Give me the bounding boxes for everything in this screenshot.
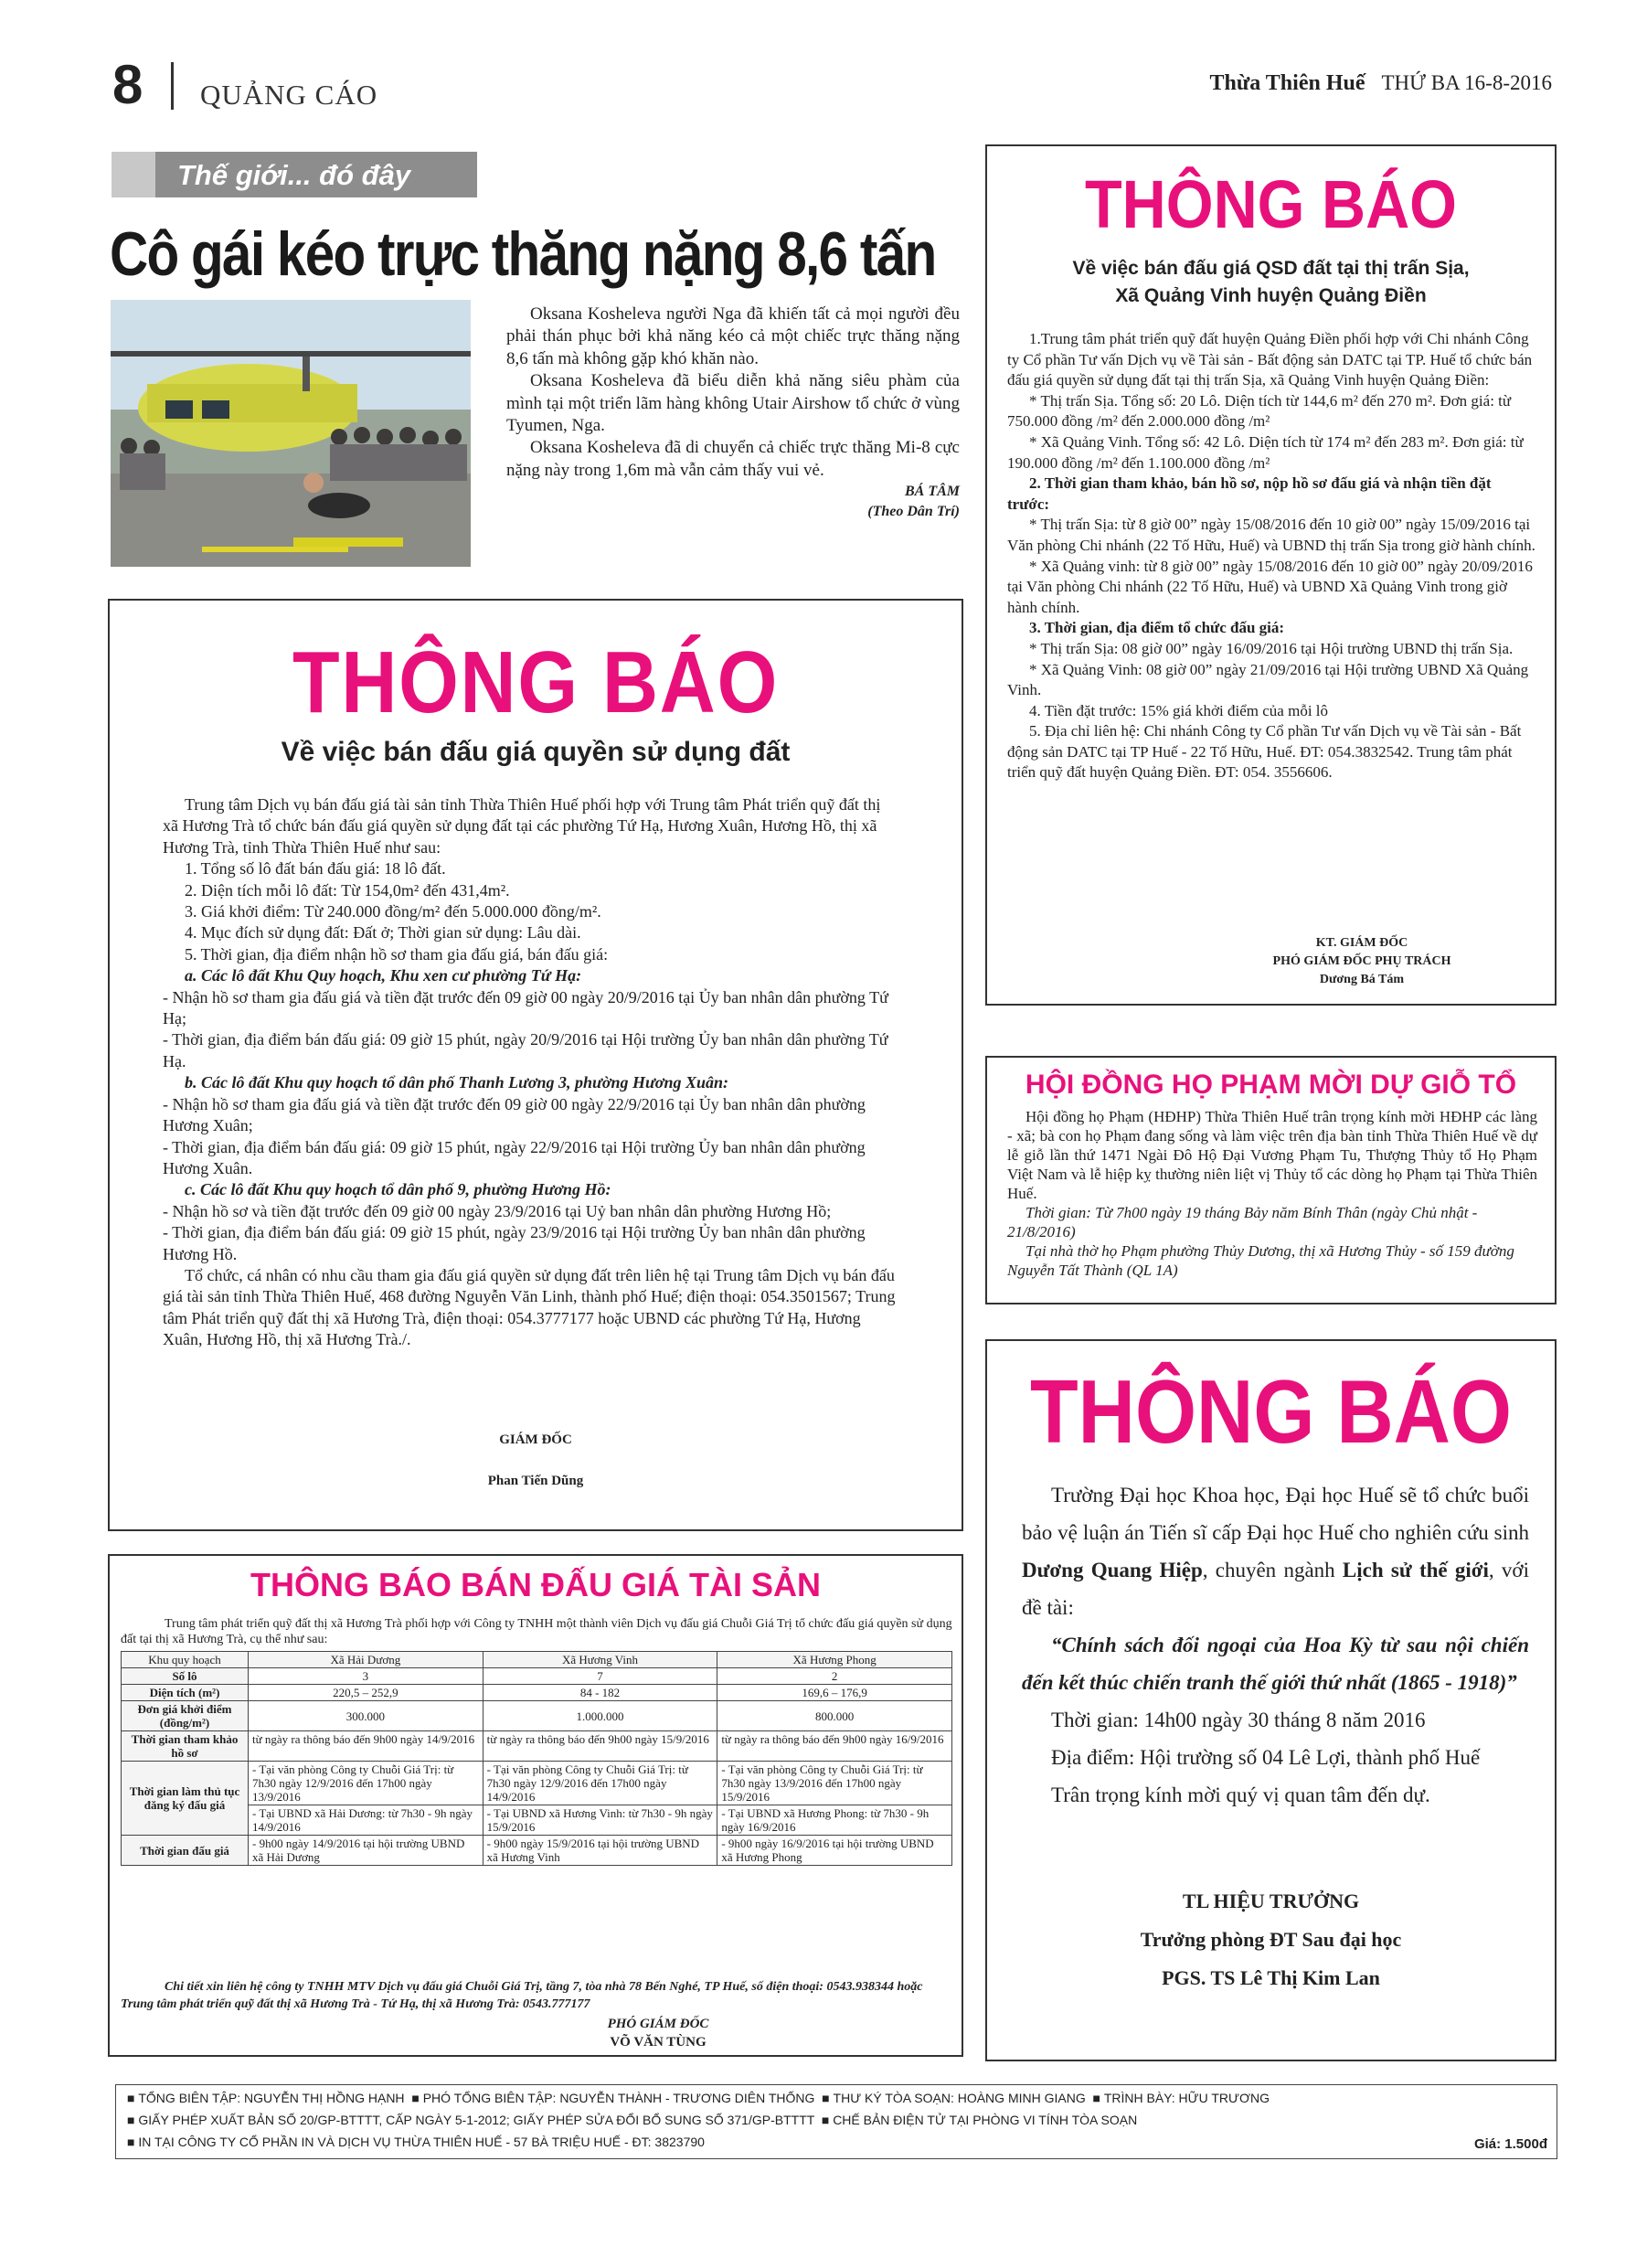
table-cell: 300.000: [249, 1701, 483, 1731]
qsd-line: * Xã Quảng Vinh: 08 giờ 00” ngày 21/09/2016 tại Hội trường UBND Xã Quảng Vinh.: [1007, 660, 1529, 699]
table-cell: - 9h00 ngày 15/9/2016 tại hội trường UBND xã Hương Vinh: [483, 1836, 717, 1866]
thesis-topic: “Chính sách đối ngoại của Hoa Kỳ từ sau nội chiến đến kết thúc chiến tranh thế giới thứ nhất (1865 - 1918)”: [1022, 1634, 1529, 1694]
table-header: Xã Hương Phong: [717, 1652, 952, 1668]
land-line: a. Các lô đất Khu Quy hoạch, Khu xen cư phường Tứ Hạ:: [185, 966, 582, 985]
land-line: c. Các lô đất Khu quy hoạch tổ dân phố 9, phường Hương Hồ:: [185, 1180, 611, 1199]
story-source: (Theo Dân Trí): [867, 504, 960, 520]
table-header-row: [122, 1652, 952, 1668]
story-paragraph: Oksana Kosheleva người Nga đã khiến tất cả mọi người đều phải thán phục bởi khả năng kéo cả một chiếc trực thăng nặng 8,6 tấn mà không gặp khó khăn nào.: [506, 304, 960, 368]
clan-body: Hội đồng họ Phạm (HĐHP) Thừa Thiên Huế trân trọng kính mời HĐHP các làng - xã; bà con họ Phạm đang sống và làm việc trên địa bàn tỉnh Thừa Thiên Huế về dự lễ giỗ lần thứ 1471 Ngài Đô Hộ Đại Vương Phạm Tu, Thượng Thủy tổ Họ Phạm Việt Nam và lễ hiệp kỵ thường niên liệt vị Thủy tổ các dòng họ Phạm tại Thừa Thiên Huế.: [1007, 1108, 1537, 1202]
qsd-line: 1.Trung tâm phát triển quỹ đất huyện Quảng Điền phối hợp với Chi nhánh Công ty Cổ phần Tư vấn Dịch vụ về Tài sản - Bất động sản DATC tại TP. Huế tổ chức bán đấu giá quyền sử dụng đất tại thị trấn Sịa, xã Quảng Vinh huyện Quảng Điền:: [1007, 330, 1533, 389]
footer-deputy: PHÓ TỔNG BIÊN TẬP: NGUYỄN THÀNH - TRƯƠNG DIÊN THỐNG: [422, 2091, 815, 2105]
land-line: Trung tâm Dịch vụ bán đấu giá tài sản tỉnh Thừa Thiên Huế phối hợp với Trung tâm Phát triển quỹ đất thị xã Hương Trà tổ chức bán đấu giá quyền sử dụng đất tại các phường Tứ Hạ, Hương Xuân, Hương Hồ, thị xã Hương Trà, tỉnh Thừa Thiên Huế như sau:: [163, 795, 881, 857]
asset-sign-2: VÕ VĂN TÙNG: [610, 2035, 707, 2050]
table-cell: - Tại văn phòng Công ty Chuỗi Giá Trị: từ 7h30 ngày 13/9/2016 đến 17h00 ngày 15/9/2016: [717, 1762, 952, 1805]
notice-qsd-body: [1007, 329, 1535, 783]
table-row: [122, 1762, 952, 1805]
footer-line-2: ■ GIẤY PHÉP XUẤT BẢN SỐ 20/GP-BTTTT, CẤP NGÀY 5-1-2012; GIẤY PHÉP SỬA ĐỔI BỔ SUNG SỐ 371/GP-BTTTT ■ CHẾ BẢN ĐIỆN TỬ TẠI PHÒNG VI TÍNH TÒA SOẠN: [127, 2113, 1138, 2127]
section-title: QUẢNG CÁO: [200, 79, 378, 111]
table-cell: 3: [249, 1668, 483, 1685]
kicker-text: Thế giới... đó đây: [177, 159, 411, 191]
thesis-sign-3: PGS. TS Lê Thị Kim Lan: [1162, 1966, 1380, 1989]
table-cell: - Tại UBND xã Hương Phong: từ 7h30 - 9h ngày 16/9/2016: [717, 1805, 952, 1836]
footer-typeset: CHẾ BẢN ĐIỆN TỬ TẠI PHÒNG VI TÍNH TÒA SOẠN: [833, 2113, 1138, 2127]
qsd-line: * Thị trấn Sịa: từ 8 giờ 00” ngày 15/08/2016 đến 10 giờ 00” ngày 15/09/2016 tại Văn phòng Chi nhánh (22 Tố Hữu, Huế) và UBND thị trấn Sịa trong giờ hành chính.: [1007, 516, 1535, 554]
row-label: Đơn giá khởi điểm (đồng/m²): [122, 1701, 249, 1731]
land-line: - Thời gian, địa điểm bán đấu giá: 09 giờ 15 phút, ngày 22/9/2016 tại Hội trường Ủy ban nhân dân phường Hương Xuân.: [163, 1137, 866, 1177]
asset-intro: Trung tâm phát triển quỹ đất thị xã Hương Trà phối hợp với Công ty TNHH một thành viên Dịch vụ đấu giá Chuỗi Giá Trị tổ chức đấu giá quyền sử dụng đất tại thị xã Hương Trà, cụ thể như sau:: [121, 1617, 952, 1646]
story-paragraph: Oksana Kosheleva đã biểu diễn khả năng siêu phàm của mình tại một triển lãm hàng không Utair Airshow tổ chức ở vùng Tyumen, Nga.: [506, 371, 960, 436]
table-cell: 7: [483, 1668, 717, 1685]
notice-asset-title: THÔNG BÁO BÁN ĐẤU GIÁ TÀI SẢN: [250, 1566, 821, 1603]
row-label: Thời gian đấu giá: [122, 1836, 249, 1866]
qsd-sign-3: Dương Bá Tám: [1319, 973, 1405, 986]
table-row: [122, 1836, 952, 1866]
thesis-sign-2: Trưởng phòng ĐT Sau đại học: [1140, 1928, 1402, 1951]
land-line: 1. Tổng số lô đất bán đấu giá: 18 lô đất.: [185, 859, 446, 878]
paper-name: Thừa Thiên Huế: [1209, 71, 1365, 95]
land-line: - Nhận hồ sơ tham gia đấu giá và tiền đặt trước đến 09 giờ 00 ngày 22/9/2016 tại Ủy ban nhân dân phường Hương Xuân;: [163, 1094, 866, 1135]
table-cell: - Tại UBND xã Hương Vinh: từ 7h30 - 9h ngày 15/9/2016: [483, 1805, 717, 1836]
table-cell: - 9h00 ngày 14/9/2016 tại hội trường UBND xã Hải Dương: [249, 1836, 483, 1866]
qsd-line: * Xã Quảng vinh: từ 8 giờ 00” ngày 15/08/2016 đến 10 giờ 00” ngày 20/09/2016 tại Văn phòng Chi nhánh (22 Tố Hữu, Huế) và UBND Xã Quảng Vinh trong giờ hành chính.: [1007, 557, 1533, 616]
table-row: [122, 1685, 952, 1701]
qsd-line: 2. Thời gian tham khảo, bán hồ sơ, nộp hồ sơ đấu giá và nhận tiền đặt trước:: [1007, 474, 1492, 513]
footer-line-1: ■ TỔNG BIÊN TẬP: NGUYỄN THỊ HỒNG HẠNH ■ PHÓ TỔNG BIÊN TẬP: NGUYỄN THÀNH - TRƯƠNG DIÊN THỐNG ■ THƯ KÝ TÒA SOẠN: HOÀNG MINH GIANG ■ TRÌNH BÀY: HỮU TRƯƠNG: [127, 2091, 1270, 2105]
table-row: [122, 1731, 952, 1762]
story-headline: Cô gái kéo trực thăng nặng 8,6 tấn: [110, 219, 936, 289]
asset-sign-1: PHÓ GIÁM ĐỐC: [607, 2017, 709, 2031]
notice-land-subtitle: Về việc bán đấu giá quyền sử dụng đất: [281, 737, 791, 767]
page-header: [112, 54, 1552, 115]
helicopter-photo: [111, 300, 471, 567]
notice-clan-box: [985, 1056, 1557, 1304]
asset-table: [121, 1651, 952, 1866]
land-line: - Nhận hồ sơ và tiền đặt trước đến 09 giờ 00 ngày 23/9/2016 tại Uỷ ban nhân dân phường Hương Hồ;: [163, 1201, 832, 1220]
table-cell: - Tại văn phòng Công ty Chuỗi Giá Trị: từ 7h30 ngày 12/9/2016 đến 17h00 ngày 14/9/2016: [483, 1762, 717, 1805]
qsd-sign-2: PHÓ GIÁM ĐỐC PHỤ TRÁCH: [1272, 954, 1451, 968]
qsd-line: 3. Thời gian, địa điểm tổ chức đấu giá:: [1029, 619, 1285, 637]
qsd-line: * Xã Quảng Vinh. Tổng số: 42 Lô. Diện tích từ 174 m² đến 283 m². Đơn giá: từ 190.000 đồng /m² đến 1.100.000 đồng /m²: [1007, 432, 1524, 472]
notice-qsd-subtitle-1: Về việc bán đấu giá QSD đất tại thị trấn Sịa,: [1072, 258, 1470, 279]
qsd-line: 5. Địa chỉ liên hệ: Chi nhánh Công ty Cổ phần Tư vấn Dịch vụ về Tài sản - Bất động sản DATC tại TP Huế - 22 Tố Hữu, Huế. ĐT: 054.3832542. Trung tâm phát triển quỹ đất huyện Quảng Điền. ĐT: 054. 3556606.: [1007, 722, 1522, 782]
thesis-student: Dương Quang Hiệp: [1022, 1559, 1203, 1581]
land-signer-title: GIÁM ĐỐC: [499, 1432, 572, 1447]
story-paragraph: Oksana Kosheleva đã di chuyển cả chiếc trực thăng Mi-8 cực nặng này trong 1,6m mà vẫn cảm thấy vui vẻ.: [506, 438, 960, 480]
notice-thesis-title: THÔNG BÁO: [1029, 1361, 1513, 1462]
thesis-time: Thời gian: 14h00 ngày 30 tháng 8 năm 2016: [1051, 1709, 1426, 1731]
table-row: [122, 1668, 952, 1685]
notice-asset-box: [108, 1554, 963, 2057]
footer-line-3: ■ IN TẠI CÔNG TY CỔ PHẦN IN VÀ DỊCH VỤ THỪA THIÊN HUẾ - 57 BÀ TRIỆU HUẾ - ĐT: 3823790: [127, 2135, 705, 2149]
asset-contact: Chi tiết xin liên hệ công ty TNHH MTV Dịch vụ đấu giá Chuỗi Giá Trị, tầng 7, tòa nhà 78 Bến Nghé, TP Huế, số điện thoại: 0543.938344 hoặc Trung tâm phát triển quỹ đất thị xã Hương Trà - Tứ Hạ, thị xã Hương Trà: 0543.777177: [121, 1980, 923, 2011]
table-row: [122, 1701, 952, 1731]
clan-place: Tại nhà thờ họ Phạm phường Thủy Dương, thị xã Hương Thủy - số 159 đường Nguyễn Tất Thành (QL 1A): [1007, 1242, 1514, 1279]
notice-land-body: [163, 794, 899, 1351]
table-cell: 169,6 – 176,9: [717, 1685, 952, 1701]
thesis-body: [1022, 1476, 1529, 1814]
footer-layout: TRÌNH BÀY: HỮU TRƯƠNG: [1103, 2091, 1270, 2105]
table-header: Xã Hải Dương: [249, 1652, 483, 1668]
table-cell: từ ngày ra thông báo đến 9h00 ngày 16/9/2016: [717, 1731, 952, 1762]
asset-table-wrap: [121, 1651, 952, 1866]
thesis-sign-1: TL HIỆU TRƯỞNG: [1182, 1890, 1360, 1912]
clan-time: Thời gian: Từ 7h00 ngày 19 tháng Bảy năm Bính Thân (ngày Chủ nhật - 21/8/2016): [1007, 1204, 1478, 1240]
land-line: 4. Mục đích sử dụng đất: Đất ở; Thời gian sử dụng: Lâu dài.: [185, 923, 581, 942]
land-line: 2. Diện tích mỗi lô đất: Từ 154,0m² đến 431,4m².: [185, 880, 510, 900]
qsd-line: * Thị trấn Sịa: 08 giờ 00” ngày 16/09/2016 tại Hội trường UBND thị trấn Sịa.: [1029, 639, 1514, 657]
notice-qsd-subtitle-2: Xã Quảng Vinh huyện Quảng Điền: [1115, 285, 1427, 306]
footer-license: GIẤY PHÉP XUẤT BẢN SỐ 20/GP-BTTTT, CẤP NGÀY 5-1-2012; GIẤY PHÉP SỬA ĐỔI BỔ SUNG SỐ 371/GP-BTTTT: [138, 2113, 815, 2127]
story-author: BÁ TÂM: [904, 484, 960, 500]
notice-land-title: THÔNG BÁO: [292, 634, 780, 731]
world-kicker: [112, 152, 477, 197]
table-cell: - Tại văn phòng Công ty Chuỗi Giá Trị: từ 7h30 ngày 12/9/2016 đến 17h00 ngày 13/9/2016: [249, 1762, 483, 1805]
land-line: 3. Giá khởi điểm: Từ 240.000 đồng/m² đến 5.000.000 đồng/m².: [185, 902, 601, 921]
qsd-line: * Thị trấn Sịa. Tổng số: 20 Lô. Diện tích từ 144,6 m² đến 270 m². Đơn giá: từ 750.000 đồng /m² đến 2.000.000 đồng /m²: [1007, 391, 1512, 431]
row-label: Thời gian tham khảo hồ sơ: [122, 1731, 249, 1762]
land-line: Tổ chức, cá nhân có nhu cầu tham gia đấu giá quyền sử dụng đất trên liên hệ tại Trung tâm Dịch vụ bán đấu giá tài sản tỉnh Thừa Thiên Huế, 468 đường Nguyễn Văn Linh, thành phố Huế; điện thoại: 054.3501567; Trung tâm Phát triển quỹ đất thị xã Hương Trà, điện thoại: 054.3777177 hoặc UBND các phường Tứ Hạ, Hương Xuân, Hương Hồ, thị xã Hương Trà./.: [163, 1265, 896, 1349]
notice-clan-title: HỘI ĐỒNG HỌ PHẠM MỜI DỰ GIỖ TỔ: [1025, 1070, 1517, 1100]
table-cell: 2: [717, 1668, 952, 1685]
thesis-intro: Trường Đại học Khoa học, Đại học Huế sẽ tổ chức buổi bảo vệ luận án Tiến sĩ cấp Đại học Huế cho nghiên cứu sinh Dương Quang Hiệp, chuyên ngành Lịch sử thế giới, với đề tài:: [1022, 1484, 1529, 1619]
land-line: - Thời gian, địa điểm bán đấu giá: 09 giờ 15 phút, ngày 20/9/2016 tại Hội trường Ủy ban nhân dân phường Tứ Hạ.: [163, 1030, 888, 1070]
page-number: 8: [112, 54, 143, 115]
row-label: Thời gian làm thủ tục đăng ký đấu giá: [122, 1762, 249, 1836]
notice-qsd-title: THÔNG BÁO: [1085, 166, 1457, 242]
footer-price: Giá: 1.500đ: [1473, 2136, 1547, 2152]
land-line: 5. Thời gian, địa điểm nhận hồ sơ tham gia đấu giá, bán đấu giá:: [185, 944, 609, 964]
issue-date: THỨ BA 16-8-2016: [1381, 71, 1552, 94]
story-body: [506, 303, 960, 522]
footer-secretary: THƯ KÝ TÒA SOẠN: HOÀNG MINH GIANG: [833, 2091, 1086, 2105]
row-label: Diện tích (m²): [122, 1685, 249, 1701]
thesis-place: Địa điểm: Hội trường số 04 Lê Lợi, thành phố Huế: [1051, 1746, 1481, 1769]
table-header: Khu quy hoạch: [122, 1652, 249, 1668]
notice-clan-body-wrap: [1007, 1107, 1537, 1280]
table-header: Xã Hương Vinh: [483, 1652, 717, 1668]
thesis-major: Lịch sử thế giới: [1342, 1559, 1489, 1581]
land-line: - Thời gian, địa điểm bán đấu giá: 09 giờ 15 phút, ngày 23/9/2016 tại Hội trường Ủy ban nhân dân phường Hương Hồ.: [163, 1223, 866, 1263]
table-cell: từ ngày ra thông báo đến 9h00 ngày 15/9/2016: [483, 1731, 717, 1762]
footer: [115, 2084, 1557, 2159]
qsd-line: 4. Tiền đặt trước: 15% giá khởi điểm của mỗi lô: [1029, 701, 1329, 719]
table-cell: 1.000.000: [483, 1701, 717, 1731]
table-cell: - 9h00 ngày 16/9/2016 tại hội trường UBND xã Hương Phong: [717, 1836, 952, 1866]
notice-thesis-box: [985, 1339, 1557, 2061]
notice-qsd-box: [985, 144, 1557, 1006]
notice-land-box: [108, 599, 963, 1531]
qsd-sign-1: KT. GIÁM ĐỐC: [1315, 936, 1408, 950]
land-signer-name: Phan Tiến Dũng: [487, 1474, 584, 1488]
footer-editor: TỔNG BIÊN TẬP: NGUYỄN THỊ HỒNG HẠNH: [138, 2091, 405, 2105]
table-cell: 84 - 182: [483, 1685, 717, 1701]
land-line: b. Các lô đất Khu quy hoạch tổ dân phố Thanh Lương 3, phường Hương Xuân:: [185, 1073, 728, 1092]
thesis-invite: Trân trọng kính mời quý vị quan tâm đến dự.: [1051, 1784, 1430, 1806]
land-line: - Nhận hồ sơ tham gia đấu giá và tiền đặt trước đến 09 giờ 00 ngày 20/9/2016 tại Ủy ban nhân dân phường Tứ Hạ;: [163, 987, 888, 1028]
masthead: [1209, 71, 1552, 96]
row-label: Số lô: [122, 1668, 249, 1685]
table-cell: 220,5 – 252,9: [249, 1685, 483, 1701]
table-cell: - Tại UBND xã Hải Dương: từ 7h30 - 9h ngày 14/9/2016: [249, 1805, 483, 1836]
table-cell: từ ngày ra thông báo đến 9h00 ngày 14/9/2016: [249, 1731, 483, 1762]
header-divider: [171, 62, 174, 110]
table-cell: 800.000: [717, 1701, 952, 1731]
footer-printer: IN TẠI CÔNG TY CỔ PHẦN IN VÀ DỊCH VỤ THỪA THIÊN HUẾ - 57 BÀ TRIỆU HUẾ - ĐT: 3823790: [138, 2135, 705, 2149]
